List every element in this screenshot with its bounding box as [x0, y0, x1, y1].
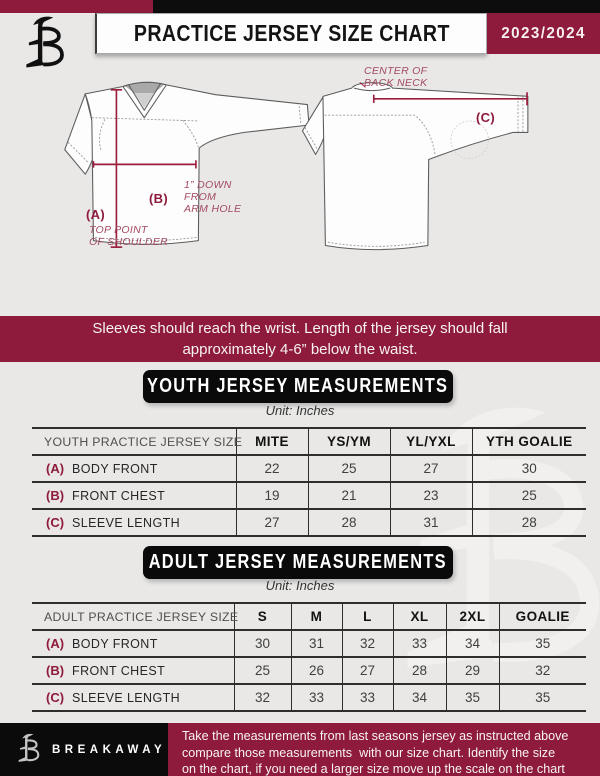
measurement-label-cell: (B) FRONT CHEST — [32, 482, 236, 509]
size-value-cell: 29 — [446, 657, 499, 684]
size-column-header: YL/YXL — [390, 428, 472, 455]
top-strip-accent — [0, 0, 153, 13]
size-value-cell: 28 — [308, 509, 390, 536]
size-value-cell: 28 — [393, 657, 446, 684]
youth-table-title-cell: YOUTH PRACTICE JERSEY SIZE — [44, 434, 243, 449]
adult-size-table — [32, 602, 586, 712]
adult-header-row — [32, 603, 586, 630]
adult-section-title-pill — [143, 546, 453, 579]
top-strip — [0, 0, 600, 13]
size-value-cell: 27 — [236, 509, 308, 536]
table-row — [32, 684, 586, 711]
adult-unit-label: Unit: Inches — [265, 578, 335, 593]
footer-instructions-line3: on the chart, if you need a larger size move up the scale on the chart — [182, 762, 565, 776]
fit-note-line2: approximately 4-6” below the waist. — [182, 340, 418, 358]
size-value-cell: 25 — [472, 482, 586, 509]
label-a-key: (A) — [86, 207, 105, 222]
page-title: PRACTICE JERSEY SIZE CHART — [133, 20, 450, 46]
youth-section-title-pill — [143, 370, 453, 403]
table-row — [32, 482, 586, 509]
size-value-cell: 35 — [446, 684, 499, 711]
size-value-cell: 32 — [234, 684, 291, 711]
footer-instructions-line1: Take the measurements from last seasons jersey as instructed above — [182, 729, 569, 743]
size-value-cell: 33 — [393, 630, 446, 657]
size-value-cell: 30 — [234, 630, 291, 657]
size-value-cell: 31 — [291, 630, 342, 657]
fit-note-line1: Sleeves should reach the wrist. Length of the jersey should fall — [92, 319, 508, 337]
youth-size-table — [32, 427, 586, 537]
size-column-header: MITE — [236, 428, 308, 455]
label-b-note: 1” DOWN FROM ARM HOLE — [184, 179, 242, 215]
fit-note-banner — [0, 316, 600, 362]
size-value-cell: 31 — [390, 509, 472, 536]
size-value-cell: 34 — [446, 630, 499, 657]
size-value-cell: 32 — [499, 657, 586, 684]
footer-instructions — [168, 723, 600, 776]
size-value-cell: 27 — [390, 455, 472, 482]
back-jersey-drawing — [302, 83, 527, 250]
brand-name: BREAKAWAY — [52, 743, 167, 756]
size-column-header: YTH GOALIE — [472, 428, 586, 455]
jersey-diagram — [0, 57, 600, 316]
label-c-note: CENTER OF BACK NECK — [364, 65, 428, 89]
season-badge — [487, 13, 600, 54]
table-row — [32, 630, 586, 657]
size-value-cell: 21 — [308, 482, 390, 509]
size-value-cell: 27 — [342, 657, 393, 684]
size-value-cell: 30 — [472, 455, 586, 482]
size-value-cell: 34 — [393, 684, 446, 711]
measurement-label-cell: (A) BODY FRONT — [32, 630, 234, 657]
season-label: 2023/2024 — [501, 24, 586, 42]
size-column-header: XL — [393, 603, 446, 630]
measurement-label-cell: (B) FRONT CHEST — [32, 657, 234, 684]
size-value-cell: 23 — [390, 482, 472, 509]
youth-header-row — [32, 428, 586, 455]
size-column-header: YS/YM — [308, 428, 390, 455]
label-c-key: (C) — [476, 110, 495, 125]
adult-table-title-cell: ADULT PRACTICE JERSEY SIZE — [44, 609, 239, 624]
size-value-cell: 35 — [499, 684, 586, 711]
size-value-cell: 33 — [291, 684, 342, 711]
size-column-header: 2XL — [446, 603, 499, 630]
table-row — [32, 657, 586, 684]
size-value-cell: 25 — [308, 455, 390, 482]
size-value-cell: 28 — [472, 509, 586, 536]
size-column-header: L — [342, 603, 393, 630]
table-row — [32, 455, 586, 482]
size-value-cell: 19 — [236, 482, 308, 509]
adult-section-title: ADULT JERSEY MEASUREMENTS — [148, 551, 448, 573]
size-value-cell: 26 — [291, 657, 342, 684]
size-column-header: GOALIE — [499, 603, 586, 630]
youth-unit-label: Unit: Inches — [265, 403, 335, 418]
size-value-cell: 35 — [499, 630, 586, 657]
label-a-note: TOP POINT OF SHOULDER — [89, 224, 168, 248]
size-value-cell: 25 — [234, 657, 291, 684]
size-column-header: M — [291, 603, 342, 630]
measurement-label-cell: (C) SLEEVE LENGTH — [32, 509, 236, 536]
measurement-label-cell: (A) BODY FRONT — [32, 455, 236, 482]
table-row — [32, 509, 586, 536]
page-title-box — [95, 13, 487, 54]
size-value-cell: 32 — [342, 630, 393, 657]
footer-brand-box — [0, 723, 168, 776]
youth-section-title: YOUTH JERSEY MEASUREMENTS — [147, 375, 449, 397]
size-column-header: S — [234, 603, 291, 630]
size-value-cell: 33 — [342, 684, 393, 711]
footer-instructions-line2: compare those measurements with our size chart. Identify the size — [182, 745, 556, 760]
measurement-label-cell: (C) SLEEVE LENGTH — [32, 684, 234, 711]
label-b-key: (B) — [149, 191, 168, 206]
size-value-cell: 22 — [236, 455, 308, 482]
breakaway-footer-logo-icon — [17, 733, 43, 766]
